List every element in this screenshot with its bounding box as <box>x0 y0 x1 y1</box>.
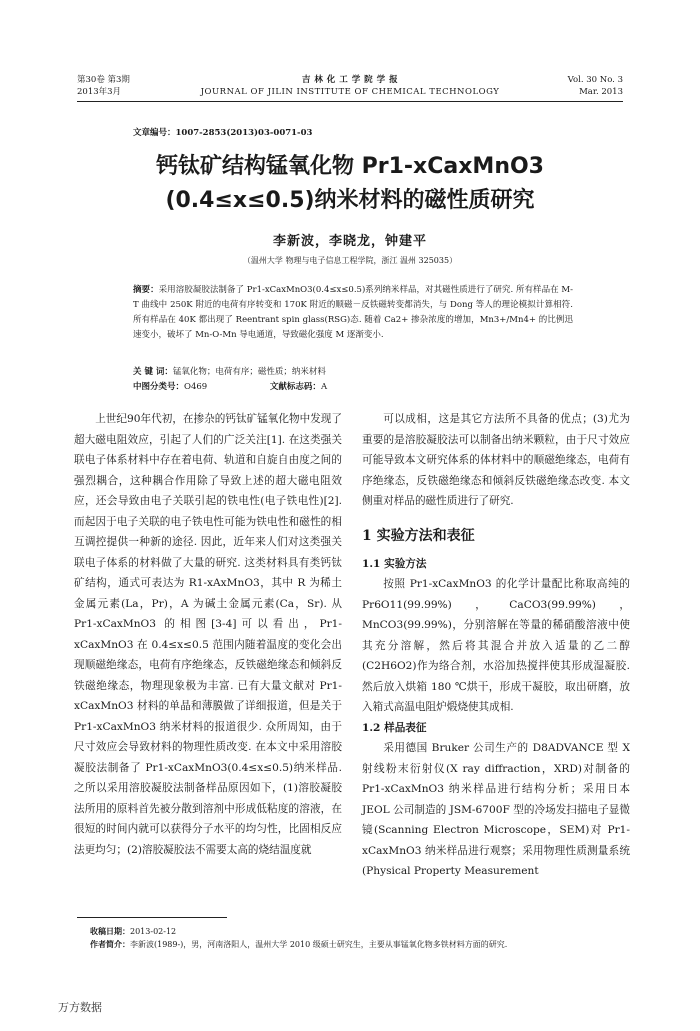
clc-number: O469 <box>184 382 208 392</box>
header-divider <box>77 101 623 102</box>
keywords: 锰氧化物；电荷有序；磁性质；纳米材料 <box>172 367 326 377</box>
header-journal-en: JOURNAL OF JILIN INSTITUTE OF CHEMICAL TECHNOLOGY <box>200 87 500 97</box>
classification-line <box>133 380 327 392</box>
clc-label: 中图分类号： <box>133 382 185 392</box>
method-paragraph: 按照 Pr1-xCaxMnO3 的化学计量配比称取高纯的 Pr6O11(99.99%)，CaCO3(99.99%)，MnCO3(99.99%)，分别溶解在等量的稀硝酸溶液中使其充分溶解，然后将其混合并放入适量的乙二醇(C2H6O2)作为络合剂，水浴加热搅拌使其形成湿凝胶. 然后放入烘箱 180 ℃烘干，形成干凝胶，取出研磨，放入箱式高温电阻炉煅烧使其成相. <box>362 578 630 713</box>
author-bio-text: 李新波(1989-)，男，河南洛阳人，温州大学 2010 级硕士研究生，主要从事锰氧化物多铁材料方面的研究. <box>130 940 508 949</box>
intro-paragraph: 上世纪90年代初，在掺杂的钙钛矿锰氧化物中发现了超大磁电阻效应，引起了人们的广泛关注[1]. 在这类强关联电子体系材料中存在着电荷、轨道和自旋自由度之间的强烈耦合，这种耦合作用除了导致上述的超大磁电阻效应，还会导致由电子关联引起的铁电性(电子铁电性)[2]. 而起因于电子关联的电子铁电性可能为铁电性和磁性的相互调控提供一种新的途径. 因此，近年来人们对这类强关联电子体系的材料做了大量的研究. 这类材料具有类钙钛矿结构，通式可表达为 R1-xAxMnO3，其中 R 为稀土金属元素(La，Pr)，A 为碱土金属元素(Ca，Sr). 从 Pr1-xCaxMnO3 的相图[3-4]可以看出，Pr1-xCaxMnO3 在 0.4≤x≤0.5 范围内随着温度的变化会出现顺磁绝缘态，电荷有序绝缘态，反铁磁绝缘态和倾斜反铁磁绝缘态，物理现象极为丰富. 已有大量文献对 Pr1-xCaxMnO3 材料的单晶和薄膜做了详细报道，但是关于 Pr1-xCaxMnO3 纳米材料的报道很少. 众所周知，由于尺寸效应会导致材料的物理性质改变. 在本文中采用溶胶凝胶法制备了 Pr1-xCaxMnO3(0.4≤x≤0.5)纳米样品. 之所以采用溶胶凝胶法制备样品原因如下，(1)溶胶凝胶法所用的原料首先被分散到溶剂中形成低粘度的溶液，在很短的时间内就可以获得分子水平的均匀性，比固相反应法更均匀；(2)溶胶凝胶法不需要太高的烧结温度就 <box>74 413 342 856</box>
header-month: Mar. 2013 <box>579 87 623 97</box>
received-value: 2013-02-12 <box>130 927 177 936</box>
section-heading-1: 1 实验方法和表征 <box>362 527 475 544</box>
body-right-column <box>362 409 630 882</box>
characterization-paragraph: 采用德国 Bruker 公司生产的 D8ADVANCE 型 X 射线粉末衍射仪(X ray diffraction，XRD)对制备的 Pr1-xCaxMnO3 纳米样品进行结构分析；采用日本 JEOL 公司制造的 JSM-6700F 型的冷场发扫描电子显微镜(Scanning Electron Microscope，SEM)对 Pr1-xCaxMnO3 纳米样品进行观察；采用物理性质测量系统(Physical Property Measurement <box>362 742 630 877</box>
header-volume-issue: 第30卷 第3期 <box>77 75 130 85</box>
author-bio-label: 作者简介： <box>90 939 130 949</box>
doc-id-label: 文献标志码： <box>269 382 321 392</box>
affiliation: （温州大学 物理与电子信息工程学院，浙江 温州 325035） <box>242 256 458 265</box>
title-line-1: 钙钛矿结构锰氧化物 Pr1-xCaxMnO3 <box>155 154 544 179</box>
abstract <box>133 283 573 343</box>
header-journal-cn: 吉 林 化 工 学 院 学 报 <box>301 75 399 85</box>
body-left-column <box>74 409 342 860</box>
authors: 李新波，李晓龙，钟建平 <box>272 234 427 249</box>
header-date: 2013年3月 <box>77 87 122 97</box>
subsection-heading-1-2: 1.2 样品表征 <box>362 721 427 734</box>
header-vol-no: Vol. 30 No. 3 <box>567 75 623 85</box>
footnote-divider <box>77 917 227 918</box>
title-line-2: (0.4≤x≤0.5)纳米材料的磁性质研究 <box>165 188 535 213</box>
article-number: 文章编号：1007-2853(2013)03-0071-03 <box>133 128 313 138</box>
intro-paragraph-cont: 可以成相，这是其它方法所不具备的优点；(3)尤为重要的是溶胶凝胶法可以制备出纳米颗粒，由于尺寸效应可能导致本文研究体系的体材料中的顺磁绝缘态，电荷有序绝缘态，反铁磁绝缘态和倾斜反铁磁绝缘态改变. 本文侧重对样品的磁性质进行了研究. <box>362 413 630 507</box>
subsection-heading-1-1: 1.1 实验方法 <box>362 557 427 570</box>
paper-title <box>0 150 700 218</box>
received-label: 收稿日期： <box>90 926 130 936</box>
abstract-text: 采用溶胶凝胶法制备了 Pr1-xCaxMnO3(0.4≤x≤0.5)系列纳米样品，对其磁性质进行了研究. 所有样品在 M-T 曲线中 250K 附近的电荷有序转变和 170K 附近的顺磁－反铁磁转变都消失，与 Dong 等人的理论模拟计算相符. 所有样品在 40K 都出现了 Reentrant spin glass(RSG)态. 随着 Ca2+ 掺杂浓度的增加，Mn3+/Mn4+ 的比例迅速变小，破坏了 Mn-O-Mn 导电通道，导致磁化强度 M 逐渐变小. <box>133 285 573 340</box>
doc-id: A <box>320 382 328 392</box>
header-vol-en <box>568 74 623 98</box>
author-bio <box>90 938 630 951</box>
received-date <box>90 925 176 938</box>
abstract-label: 摘要： <box>133 285 159 295</box>
keywords-line <box>133 365 326 377</box>
keywords-label: 关 键 词： <box>133 367 173 377</box>
watermark: 万方数据 <box>58 1001 102 1014</box>
